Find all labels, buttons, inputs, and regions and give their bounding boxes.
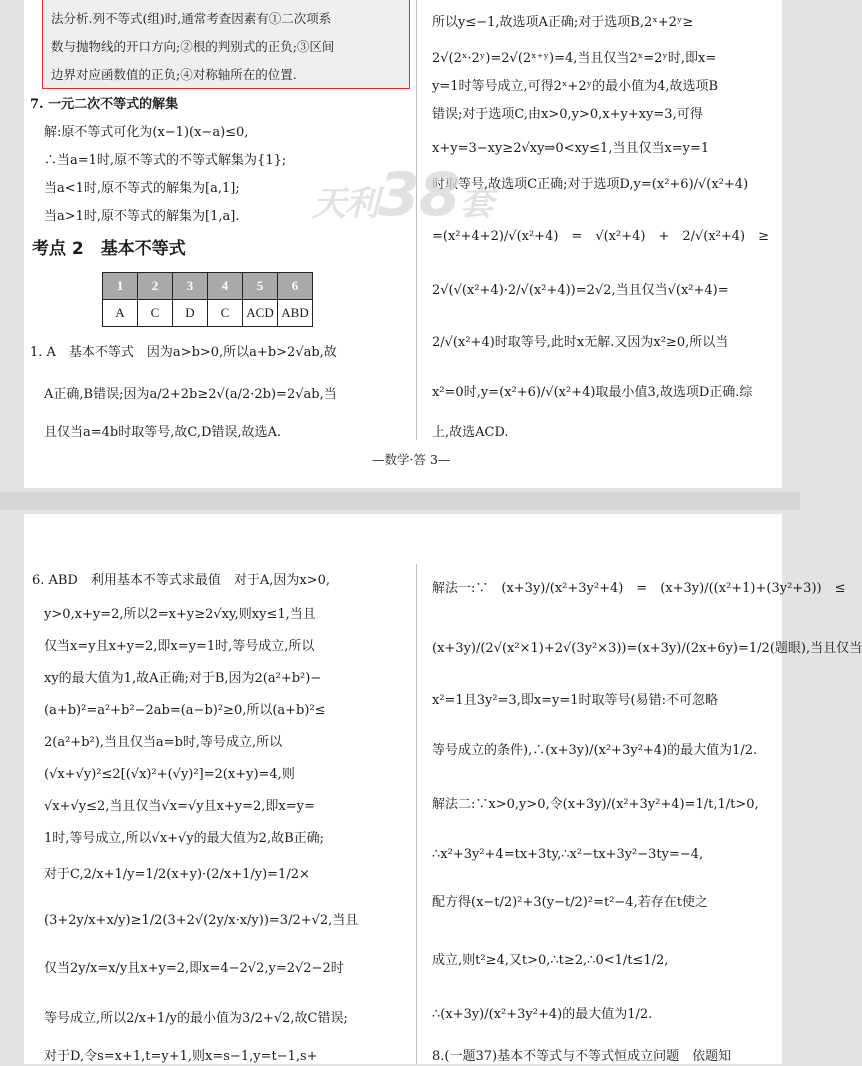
solution-line: 成立,则t²≥4,又t>0,∴t≥2,∴0<1/t≤1/2, xyxy=(432,953,669,968)
solution-line: 1时,等号成立,所以√x+√y的最大值为2,故B正确; xyxy=(44,831,325,846)
solution-line: 2(a²+b²),当且仅当a=b时,等号成立,所以 xyxy=(44,735,283,750)
answer-cell: C xyxy=(138,300,173,327)
solution-line: =(x²+4+2)/√(x²+4) = √(x²+4) + 2/√(x²+4) ≥ xyxy=(432,229,770,244)
solution-line: 对于C,2/x+1/y=1/2(x+y)·(2/x+1/y)=1/2× xyxy=(44,867,310,882)
solution-line: x+y=3−xy≥2√xy⇒0<xy≤1,当且仅当x=y=1 xyxy=(432,141,710,156)
solution-line: √x+√y≤2,当且仅当√x=√y且x+y=2,即x=y= xyxy=(44,799,315,814)
solution-line: y=1时等号成立,可得2ˣ+2ʸ的最小值为4,故选项B xyxy=(432,79,719,94)
answer-cell: D xyxy=(173,300,208,327)
solution-line: (x+3y)/(2√(x²×1)+2√(3y²×3))=(x+3y)/(2x+6y)=1/2(题眼),当且仅当 xyxy=(432,641,862,656)
answer-cell: A xyxy=(103,300,138,327)
solution-line: 当a<1时,原不等式的解集为[a,1]; xyxy=(44,181,240,196)
solution-line: 1. A 基本不等式 因为a>b>0,所以a+b>2√ab,故 xyxy=(30,345,337,360)
solution-line: 错误;对于选项C,由x>0,y>0,x+y+xy=3,可得 xyxy=(432,107,703,122)
question-6-heading: 6. ABD 利用基本不等式求最值 对于A,因为x>0, xyxy=(32,573,331,588)
solution-line: x²=1且3y²=3,即x=y=1时取等号(易错:不可忽略 xyxy=(432,693,719,708)
solution-line: 2/√(x²+4)时取等号,此时x无解.又因为x²≥0,所以当 xyxy=(432,335,729,350)
answer-cell: ABD xyxy=(278,300,313,327)
solution-line: 时取等号,故选项C正确;对于选项D,y=(x²+6)/√(x²+4) xyxy=(432,177,749,192)
answer-cell: ACD xyxy=(243,300,278,327)
solution-line: 等号成立,所以2/x+1/y的最小值为3/2+√2,故C错误; xyxy=(44,1011,348,1026)
note-line: 数与抛物线的开口方向;②根的判别式的正负;③区间 xyxy=(51,39,335,54)
question-number: 4 xyxy=(208,273,243,300)
answer-page-bottom xyxy=(24,514,862,1064)
solution-line: 解:原不等式可化为(x−1)(x−a)≤0, xyxy=(44,125,249,140)
solution-line: 2√(2ˣ·2ʸ)=2√(2ˣ⁺ʸ)=4,当且仅当2ˣ=2ʸ时,即x= xyxy=(432,51,717,66)
solution-line: ∴x²+3y²+4=tx+3ty,∴x²−tx+3y²−3ty=−4, xyxy=(432,847,704,862)
watermark-logo: 天利38套 xyxy=(312,160,493,230)
note-line: 边界对应函数值的正负;④对称轴所在的位置. xyxy=(51,67,297,82)
question-number: 2 xyxy=(138,273,173,300)
answer-cell: C xyxy=(208,300,243,327)
solution-line: y>0,x+y=2,所以2=x+y≥2√xy,则xy≤1,当且 xyxy=(44,607,316,622)
question-number: 5 xyxy=(243,273,278,300)
solution-line: xy的最大值为1,故A正确;对于B,因为2(a²+b²)− xyxy=(44,671,322,686)
solution-line: (√x+√y)²≤2[(√x)²+(√y)²]=2(x+y)=4,则 xyxy=(44,767,295,782)
solution-line: 对于D,令s=x+1,t=y+1,则x=s−1,y=t−1,s+ xyxy=(44,1049,318,1064)
question-number: 3 xyxy=(173,273,208,300)
column-divider xyxy=(416,564,417,1064)
solution-line: 配方得(x−t/2)²+3(y−t/2)²=t²−4,若存在t使之 xyxy=(432,895,708,910)
solution-line: 8.(一题37)基本不等式与不等式恒成立问题 依题知 xyxy=(432,1049,732,1064)
solution-line: 等号成立的条件),∴(x+3y)/(x²+3y²+4)的最大值为1/2. xyxy=(432,743,758,758)
question-number: 1 xyxy=(103,273,138,300)
question-7-heading: 7. 一元二次不等式的解集 xyxy=(30,97,179,112)
solution-line: 上,故选ACD. xyxy=(432,425,509,440)
solution-line: x²=0时,y=(x²+6)/√(x²+4)取最小值3,故选项D正确.综 xyxy=(432,385,753,400)
question-number: 6 xyxy=(278,273,313,300)
solution-line: 当a>1时,原不等式的解集为[1,a]. xyxy=(44,209,240,224)
solution-line: (a+b)²=a²+b²−2ab=(a−b)²≥0,所以(a+b)²≤ xyxy=(44,703,326,718)
solution-line: 2√(√(x²+4)·2/√(x²+4))=2√2,当且仅当√(x²+4)= xyxy=(432,283,729,298)
solution-line: ∴当a=1时,原不等式的不等式解集为{1}; xyxy=(44,153,287,168)
solution-line: 仅当2y/x=x/y且x+y=2,即x=4−2√2,y=2√2−2时 xyxy=(44,961,344,976)
answer-page-top xyxy=(24,0,782,488)
page-gap xyxy=(0,492,800,510)
solution-line: (3+2y/x+x/y)≥1/2(3+2√(2y/x·x/y))=3/2+√2,当且 xyxy=(44,913,359,928)
page-number: —数学·答 3— xyxy=(372,452,451,467)
solution-line: A正确,B错误;因为a/2+2b≥2√(a/2·2b)=2√ab,当 xyxy=(44,387,337,402)
solution-line: ∴(x+3y)/(x²+3y²+4)的最大值为1/2. xyxy=(432,1007,653,1022)
method-note-box xyxy=(42,0,410,89)
note-line: 法分析.列不等式(组)时,通常考查因素有①二次项系 xyxy=(51,11,332,26)
solution-line: 解法二:∵x>0,y>0,令(x+3y)/(x²+3y²+4)=1/t,1/t>0, xyxy=(432,797,759,812)
answer-table xyxy=(102,272,313,327)
solution-line: 且仅当a=4b时取等号,故C,D错误,故选A. xyxy=(44,425,282,440)
solution-line: 仅当x=y且x+y=2,即x=y=1时,等号成立,所以 xyxy=(44,639,315,654)
solution-line: 所以y≤−1,故选项A正确;对于选项B,2ˣ+2ʸ≥ xyxy=(432,15,694,30)
section-title: 考点 2 基本不等式 xyxy=(32,239,186,259)
solution-line: 解法一:∵ (x+3y)/(x²+3y²+4) = (x+3y)/((x²+1)+(3y²+3)) ≤ xyxy=(432,581,846,596)
